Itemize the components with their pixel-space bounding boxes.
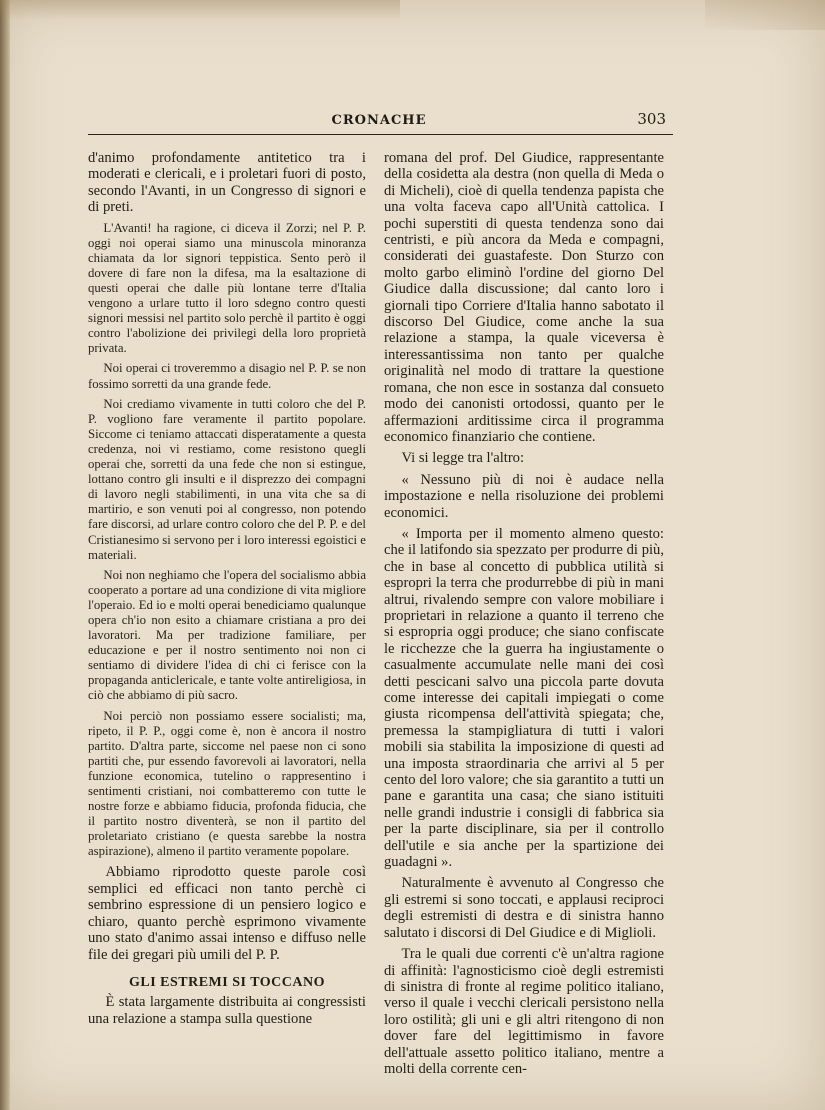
intro-paragraph: d'animo profondamente antitetico tra i moderati e clericali, e i proletari fuori di posto, secondo l'Avanti, in un Congresso di signori e di preti.: [88, 150, 366, 216]
running-title: CRONACHE: [331, 113, 427, 128]
section-paragraph: È stata largamente distribuita ai congressisti una relazione a stampa sulla questione: [88, 994, 366, 1027]
quote-paragraph: Noi perciò non possiamo essere socialisti; ma, ripeto, il P. P., oggi come è, non è ancora il nostro partito. D'altra parte, siccome nel paese non ci sono partiti che, pur essendo favorevoli ai lavoratori, nella funzione economica, tutelino o rappresentino i sentimenti cristiani, noi combatteremo con tutte le nostre forze e abbiamo fiducia, profonda fiducia, che il partito nostro diventerà, se non il partito del proletariato cristiano (e questa sarebbe la nostra aspirazione), almeno il partito veramente popolare.: [88, 708, 366, 859]
body-paragraph: Vi si legge tra l'altro:: [401, 450, 525, 467]
paper-stain: [0, 0, 400, 20]
commentary-paragraph: Abbiamo riprodotto queste parole così semplici ed efficaci non tanto perchè ci sembrino espressione di un pensiero logico e chiaro, quanto perchè esprimono vivamente uno stato d'animo assai intenso e diffuso nelle file dei gregari più umili del P. P.: [88, 864, 366, 963]
quote-paragraph: Noi operai ci troveremmo a disagio nel P. P. se non fossimo sorretti da una grande fede.: [88, 361, 366, 391]
quote-paragraph: Noi crediamo vivamente in tutti coloro che del P. P. vogliono fare veramente il partito popolare. Siccome ci teniamo attaccati disperatamente a questa credenza, noi vi restiamo, come resistono quegli operai che, sorretti da una fede che non si estingue, lottano contro gli insulti e il disprezzo dei compagni di lavoro negli stabilimenti, in una vita che sa di martirio, e son venuti poi al congresso, non potendo fare discorsi, ad urlare contro coloro che del P. P. e del Cristianesimo si servono per i loro interessi egoistici e materiali.: [88, 396, 366, 562]
body-paragraph: romana del prof. Del Giudice, rappresentante della cosidetta ala destra (non quella di Meda o di Micheli), cioè di quella tendenza papista che una volta faceva capo all'Unità cattolica. I pochi superstiti di questa tendenza sono dai centristi, e più ancora da Meda e compagni, considerati dei guastafeste. Don Sturzo con molto garbo eliminò l'ordine del giorno Del Giudice dalla discussione; dal canto loro i giornali tipo Corriere d'Italia hanno sabotato il discorso Del Giudice, come anche la sua relazione a stampa, la quale viceversa è interessantissima non tanto per qualche originalità nel modo di trattare la questione romana, che non esce in sostanza dal consueto modo dei canonisti ortodossi, quanto per le affermazioni arditissime circa il programma economico finanziario che contiene.: [384, 150, 664, 445]
quote-paragraph: « Nessuno più di noi è audace nella impostazione e nella risoluzione dei problemi economici.: [384, 471, 664, 521]
paper-stain-corner: [705, 0, 825, 30]
quote-paragraph: « Importa per il momento almeno questo: che il latifondo sia spezzato per produrre di più, che in base al concetto di pubblica utilità si espropri la terra che produrrebbe di più in mani altrui, rivalendo sempre con valore mobiliare i proprietari in relazione a quanto il terreno che si espropria oggi produce; che siano confiscate le ricchezze che la guerra ha ingiustamente o casualmente accumulate nelle mani dei così detti pescicani salvo una piccola parte dovuta come interesse dei capitali impiegati o come giusta ricompensa dell'attività spiegata; che, premessa la stampigliatura di tutti i valori mobili sia stabilita la imposizione di questi ad una imposta straordinaria che arrivi al 5 per cento del loro valore; che sia garantito a tutti un pane e garantita una casa; che siano istituiti nelle grandi industrie i consigli di fabbrica sia per la parte disciplinare, sia per il controllo dell'utile e sia anche per la spartizione dei guadagni ».: [384, 525, 664, 871]
quote-paragraph: L'Avanti! ha ragione, ci diceva il Zorzi; nel P. P. oggi noi operai siamo una minuscola minoranza chiamata da lor signori teppistica. Sento però il dovere di fare non la difesa, ma la esaltazione di questi operai che dalle più lontane terre d'Italia vengono a urlare tutto il loro sdegno contro questi signori messisi nel partito solo perchè il partito è oggi contro l'abolizione dei privilegi della loro proprietà privata.: [88, 220, 366, 356]
section-heading: GLI ESTREMI SI TOCCANO: [128, 974, 326, 990]
left-column: [88, 150, 366, 1032]
quote-paragraph: Noi non neghiamo che l'opera del socialismo abbia cooperato a portare ad una condizione di vita migliore l'operaio. Ed io e molti operai benediciamo qualunque opera ch'io non esito a chiamare cristiana a pro dei lavoratori. Ma per tradizione familiare, per educazione e per il nostro sentimento noi non ci sentiamo di dividere l'idea di chi ci ferisce con la propaganda anticlericale, e tante volte antireligiosa, in ciò che abbiamo di più sacro.: [88, 567, 366, 703]
body-paragraph: Tra le quali due correnti c'è un'altra ragione di affinità: l'agnosticismo cioè degli estremisti di sinistra di fronte al regime politico italiano, verso il quale i vecchi clericali persistono nella loro ostilità; gli uni e gli altri ritengono di non dover fare del legittimismo in favore dell'attuale assetto politico italiano, mentre a molti della corrente cen-: [384, 946, 664, 1077]
page-binding-edge: [0, 0, 10, 1110]
page-number: 303: [637, 110, 666, 128]
page-header: [88, 110, 670, 135]
right-column: [384, 150, 664, 1082]
body-paragraph: Naturalmente è avvenuto al Congresso che gli estremi si sono toccati, e applausi reciproci degli estremisti di destra e di sinistra hanno salutato i discorsi di Del Giudice e di Miglioli.: [384, 875, 664, 941]
header-rule: [88, 134, 673, 135]
